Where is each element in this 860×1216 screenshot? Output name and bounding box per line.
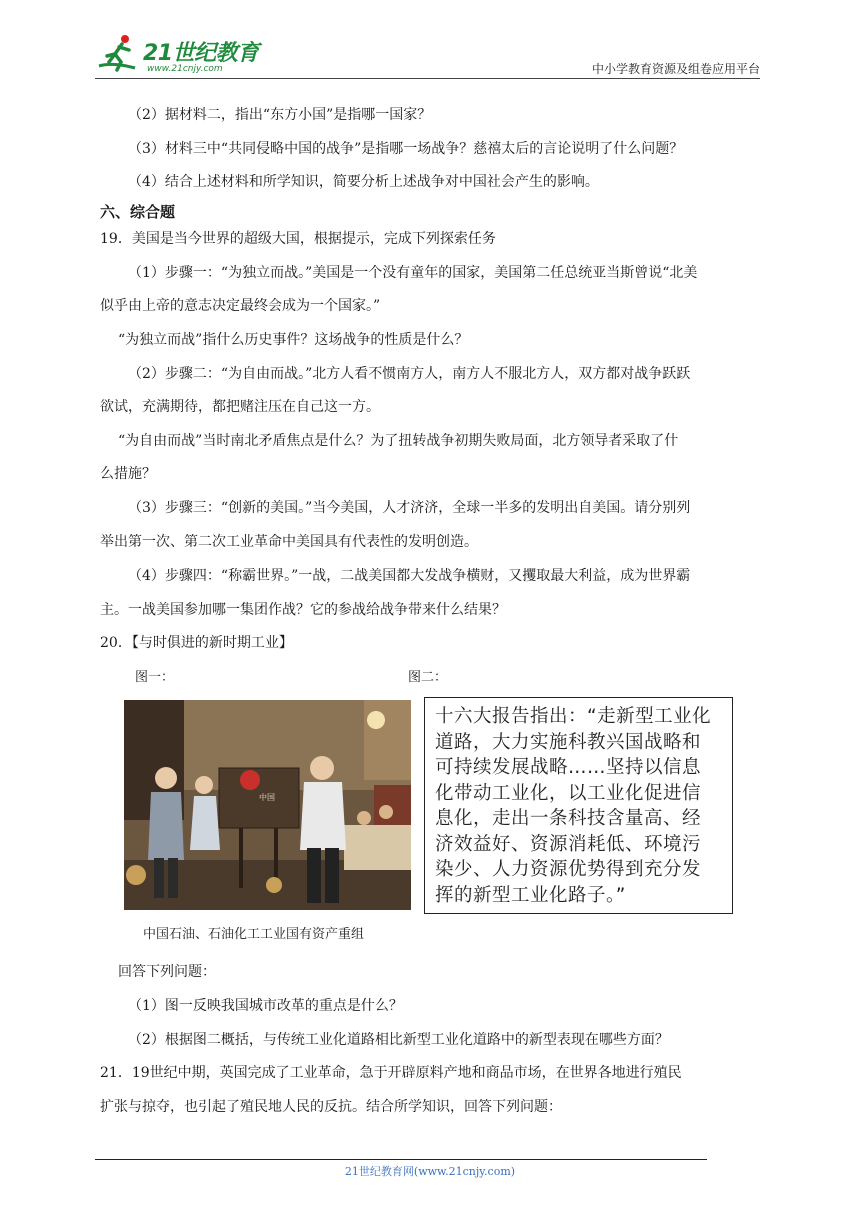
question-line: 21．19世纪中期，英国完成了工业革命，急于开辟原料产地和商品市场，在世界各地进行殖民	[100, 1065, 682, 1081]
question-line: 扩张与掠夺，也引起了殖民地人民的反抗。结合所学知识，回答下列问题：	[100, 1099, 562, 1115]
logo-url: www.21cnjy.com	[147, 64, 223, 74]
question-line: （2）步骤二：“为自由而战。”北方人看不惯南方人，南方人不服北方人，双方都对战争跃跃	[128, 366, 691, 382]
question-line: “为独立而战”指什么历史事件？这场战争的性质是什么？	[118, 332, 469, 348]
figure-one-label: 图一：	[135, 670, 175, 685]
logo-text: 21世纪教育	[143, 41, 259, 66]
question-line: 么措施？	[100, 466, 156, 482]
page-header	[95, 30, 760, 79]
question-line: 20．【与时俱进的新时期工业】	[100, 635, 293, 651]
header-platform-text: 中小学教育资源及组卷应用平台	[591, 62, 760, 76]
plaque-text: 中国	[259, 793, 275, 802]
figure-two-label: 图二：	[408, 670, 448, 685]
question-line: “为自由而战”当时南北矛盾焦点是什么？为了扭转战争初期失败局面，北方领导者采取了什	[118, 433, 679, 449]
figure-one-caption: 中国石油、石油化工工业国有资产重组	[143, 927, 365, 942]
question-line: （4）结合上述材料和所学知识，简要分析上述战争对中国社会产生的影响。	[128, 174, 599, 190]
question-line: 19．美国是当今世界的超级大国，根据提示，完成下列探索任务	[100, 231, 496, 247]
question-line: 举出第一次、第二次工业革命中美国具有代表性的发明创造。	[100, 534, 478, 550]
runner-logo-icon	[95, 32, 145, 76]
question-line: （3）步骤三：“创新的美国。”当今美国，人才济济，全球一半多的发明出自美国。请分别列	[128, 500, 691, 516]
question-line: 主。一战美国参加哪一集团作战？它的参战给战争带来什么结果？	[100, 602, 506, 618]
question-line: （3）材料三中“共同侵略中国的战争”是指哪一场战争？慈禧太后的言论说明了什么问题？	[128, 141, 684, 157]
ceremony-photo-image	[124, 700, 411, 910]
question-line: （2）根据图二概括，与传统工业化道路相比新型工业化道路中的新型表现在哪些方面？	[128, 1032, 669, 1048]
figure-two-quote: 十六大报告指出：“走新型工业化 道路，大力实施科教兴国战略和 可持续发展战略……坚持以信息 化带动工业化，以工业化促进信 息化，走出一条科技含量高、经 济效益好、资源消耗低、环境污 染少、人力资源优势得到充分发 挥的新型工业化路子。”	[435, 706, 712, 906]
site-logo[interactable]	[95, 32, 265, 76]
figure-one-photo	[124, 700, 411, 910]
question-line: （1）图一反映我国城市改革的重点是什么？	[128, 998, 403, 1014]
question-line: 欲试，充满期待，都把赌注压在自己这一方。	[100, 399, 380, 415]
question-line: 似乎由上帝的意志决定最终会成为一个国家。”	[100, 298, 381, 314]
question-line: （1）步骤一：“为独立而战。”美国是一个没有童年的国家，美国第二任总统亚当斯曾说“北美	[128, 265, 698, 281]
question-line: （2）据材料二，指出“东方小国”是指哪一国家？	[128, 107, 432, 123]
footer-link[interactable]: 21世纪教育网(www.21cnjy.com)	[344, 1165, 516, 1178]
figure-two-textbox	[424, 697, 733, 914]
section-heading: 六、综合题	[100, 203, 176, 221]
question-line: （4）步骤四：“称霸世界。”一战，二战美国都大发战争横财，又攫取最大利益，成为世界霸	[128, 568, 691, 584]
footer-divider	[95, 1159, 707, 1160]
question-line: 回答下列问题：	[118, 964, 216, 980]
